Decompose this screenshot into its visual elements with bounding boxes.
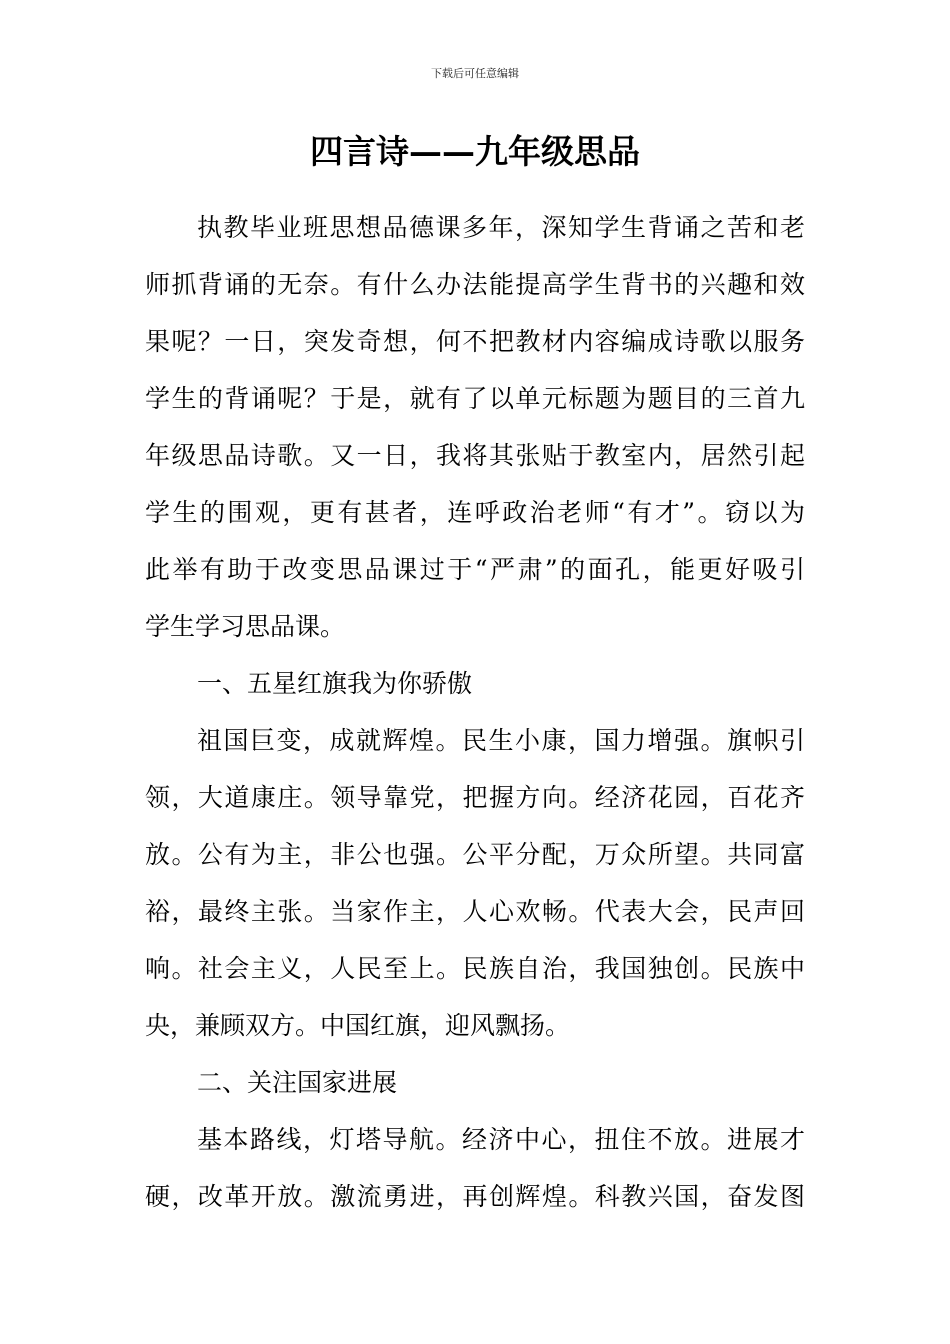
poem-line: 放。公有为主，非公也强。公平分配，万众所望。共同富 bbox=[145, 840, 805, 869]
paragraph-line: 学生学习思品课。 bbox=[145, 612, 346, 641]
poem-line: 硬，改革开放。激流勇进，再创辉煌。科教兴国，奋发图 bbox=[145, 1182, 805, 1211]
poem-line: 响。社会主义，人民至上。民族自治，我国独创。民族中 bbox=[145, 954, 805, 983]
poem-line: 央，兼顾双方。中国红旗，迎风飘扬。 bbox=[145, 1011, 571, 1040]
paragraph-line: 执教毕业班思想品德课多年，深知学生背诵之苦和老 bbox=[197, 213, 805, 242]
section-two bbox=[145, 1054, 805, 1225]
paragraph-line: 学生的围观，更有甚者，连呼政治老师“有才”。窃以为 bbox=[145, 498, 805, 527]
page-header-note: 下载后可任意编辑 bbox=[431, 67, 519, 80]
paragraph-line: 此举有助于改变思品课过于“严肃”的面孔，能更好吸引 bbox=[145, 555, 805, 584]
poem-line: 祖国巨变，成就辉煌。民生小康，国力增强。旗帜引 bbox=[197, 726, 805, 755]
poem-line: 基本路线，灯塔导航。经济中心，扭住不放。进展才 bbox=[197, 1125, 805, 1154]
poem-line: 领，大道康庄。领导靠党，把握方向。经济花园，百花齐 bbox=[145, 783, 805, 812]
paragraph-line: 果呢？一日，突发奇想，何不把教材内容编成诗歌以服务 bbox=[145, 327, 805, 356]
paragraph-line: 学生的背诵呢？于是，就有了以单元标题为题目的三首九 bbox=[145, 384, 805, 413]
poem-line: 裕，最终主张。当家作主，人心欢畅。代表大会，民声回 bbox=[145, 897, 805, 926]
document-body bbox=[145, 199, 805, 1225]
document-title: 四言诗——九年级思品 bbox=[310, 132, 640, 171]
section-one bbox=[145, 655, 805, 1054]
intro-paragraph bbox=[145, 199, 805, 655]
paragraph-line: 年级思品诗歌。又一日，我将其张贴于教室内，居然引起 bbox=[145, 441, 805, 470]
section-heading: 二、关注国家进展 bbox=[197, 1068, 398, 1097]
section-heading: 一、五星红旗我为你骄傲 bbox=[197, 669, 473, 698]
paragraph-line: 师抓背诵的无奈。有什么办法能提高学生背书的兴趣和效 bbox=[145, 270, 805, 299]
